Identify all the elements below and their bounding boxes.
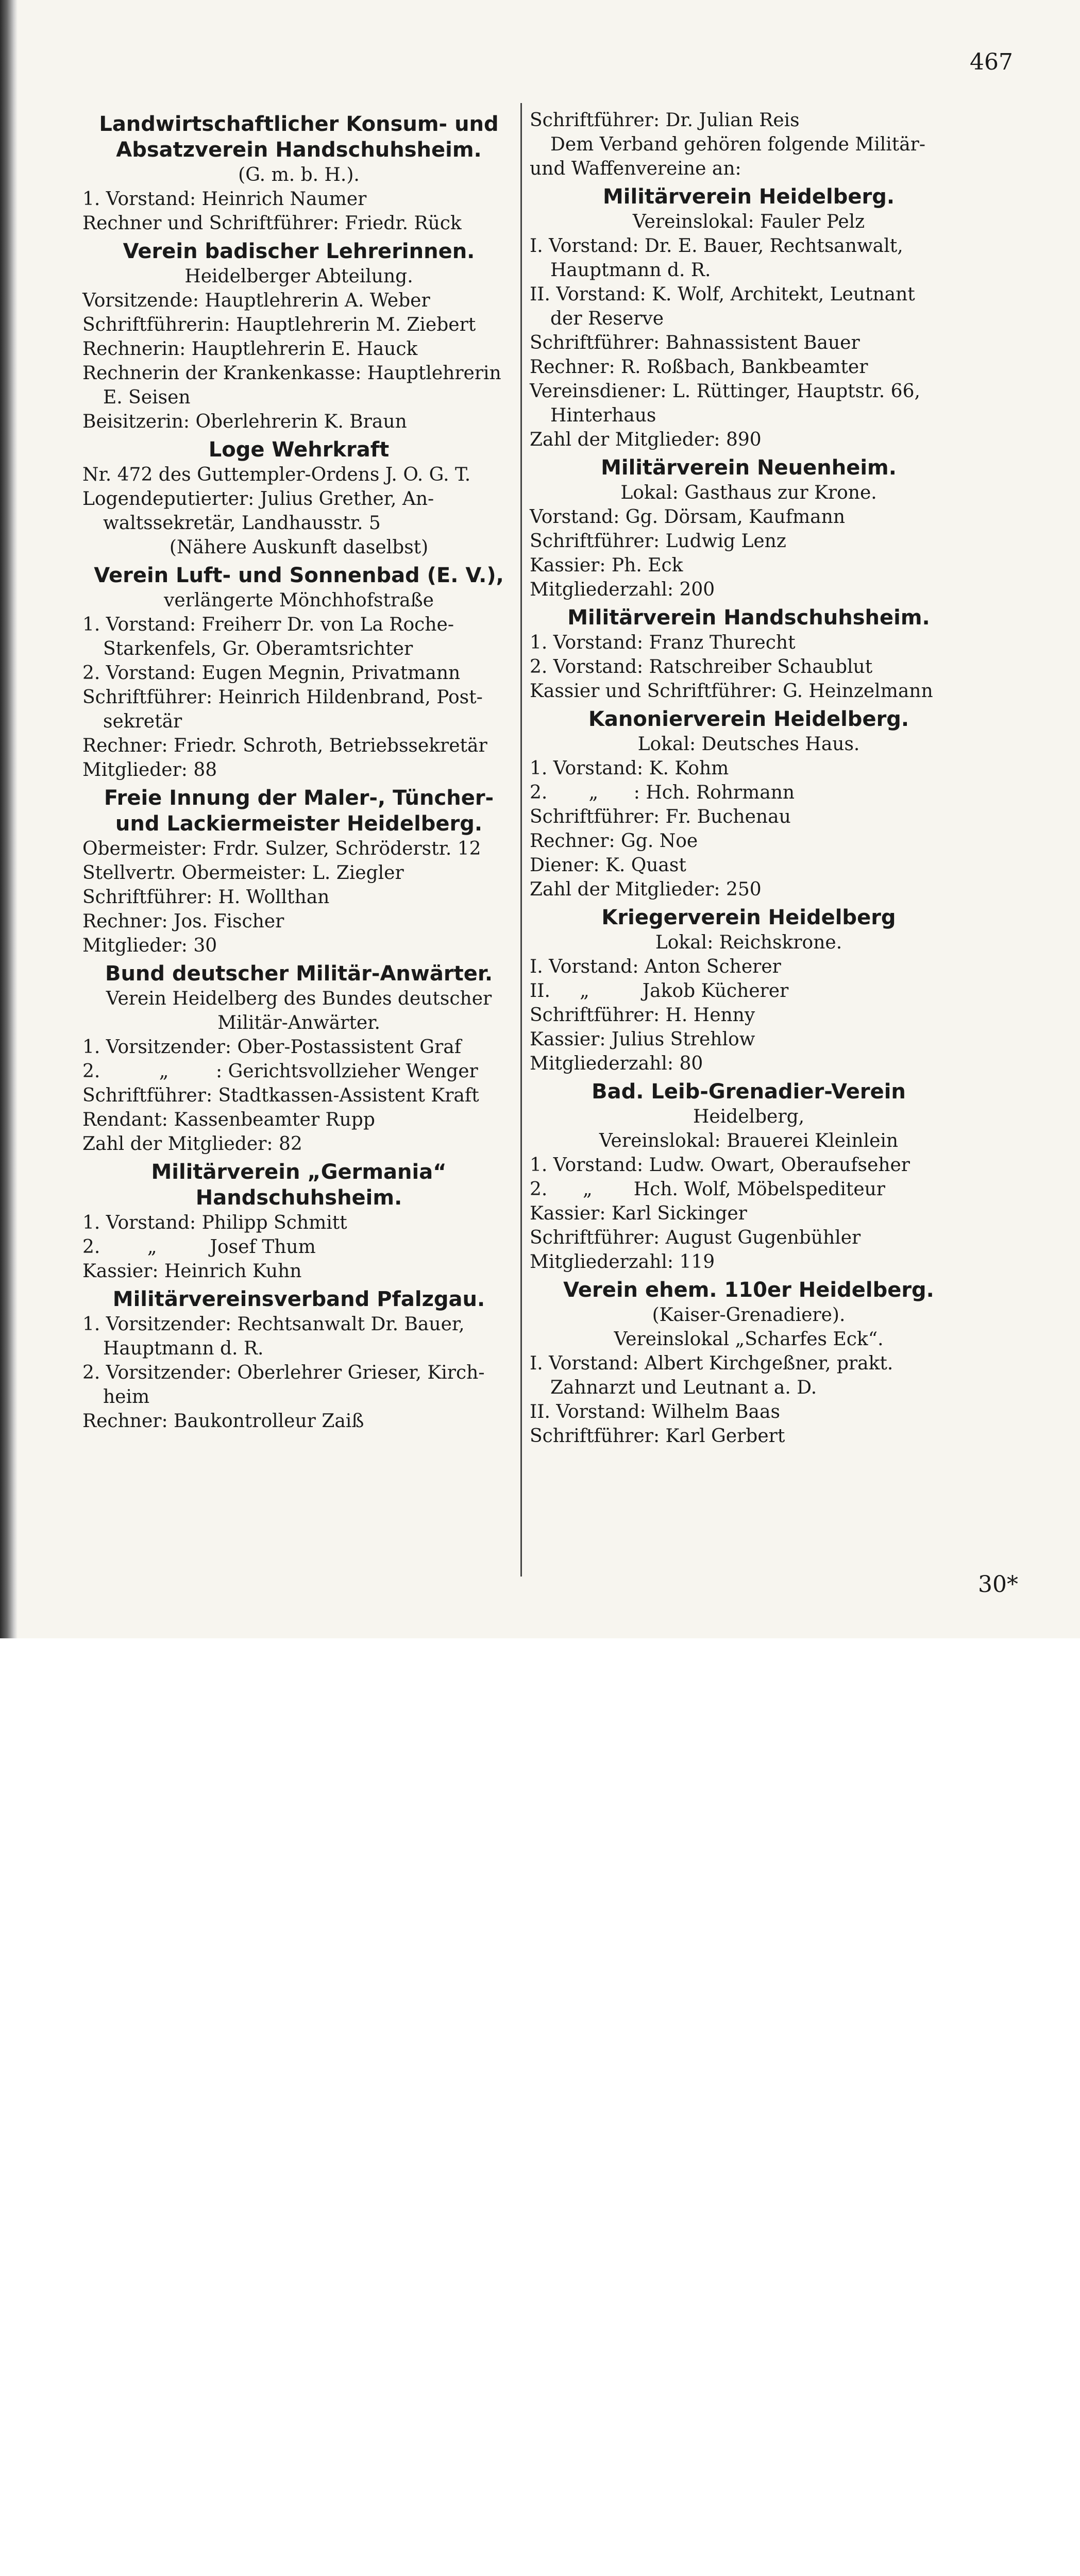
entry-line: Rechner: Baukontrolleur Zaiß: [82, 1411, 364, 1432]
entry-line: 2. „ : Gerichtsvollzieher Wenger: [82, 1061, 478, 1082]
entry-line: 2. „ : Hch. Rohrmann: [530, 782, 795, 803]
entry-line: Schriftführer: H. Henny: [530, 1005, 755, 1026]
section-heading: Verein Luft- und Sonnenbad (E. V.),: [94, 564, 504, 587]
entry-line: 1. Vorsitzender: Ober-Postassistent Graf: [82, 1037, 462, 1058]
entry-line: Vorsitzende: Hauptlehrerin A. Weber: [82, 290, 430, 311]
entry-line: Mitglieder: 30: [82, 935, 217, 956]
section-heading: Militärverein Handschuhsheim.: [567, 606, 930, 630]
entry-line: I. Vorstand: Anton Scherer: [530, 956, 781, 977]
entry-line: Mitglieder: 88: [82, 759, 217, 781]
entry-line: Kassier und Schriftführer: G. Heinzelmann: [530, 681, 933, 702]
entry-line: Kassier: Heinrich Kuhn: [82, 1261, 302, 1282]
section-subtitle: Verein Heidelberg des Bundes deutscher: [106, 988, 492, 1009]
section-heading: Verein badischer Lehrerinnen.: [123, 240, 475, 263]
entry-line: I. Vorstand: Albert Kirchgeßner, prakt.: [530, 1353, 893, 1374]
entry-line: II. Vorstand: Wilhelm Baas: [530, 1401, 780, 1422]
section-heading: Kanonierverein Heidelberg.: [588, 707, 909, 731]
entry-continuation: der Reserve: [550, 308, 664, 329]
entry-continuation: Hauptmann d. R.: [550, 260, 711, 281]
section-heading: Militärvereinsverband Pfalzgau.: [112, 1287, 485, 1311]
entry-line: Schriftführer: Dr. Julian Reis: [530, 110, 800, 131]
entry-continuation: Hauptmann d. R.: [103, 1338, 264, 1359]
entry-line: Rechner: Gg. Noe: [530, 831, 698, 852]
entry-line: Zahl der Mitglieder: 82: [82, 1133, 302, 1155]
entry-continuation: E. Seisen: [103, 387, 191, 408]
section-subtitle: (Kaiser-Grenadiere).: [652, 1304, 846, 1326]
entry-line: Stellvertr. Obermeister: L. Ziegler: [82, 862, 404, 884]
entry-line: 1. Vorsitzender: Rechtsanwalt Dr. Bauer,: [82, 1314, 465, 1335]
entry-line: 2. Vorstand: Ratschreiber Schaublut: [530, 656, 873, 677]
entry-line: 2. „ Hch. Wolf, Möbelspediteur: [530, 1179, 886, 1200]
page-number: 467: [970, 49, 1013, 75]
section-heading: Bund deutscher Militär-Anwärter.: [105, 962, 493, 986]
section-subtitle: Lokal: Gasthaus zur Krone.: [620, 482, 877, 503]
entry-continuation: heim: [103, 1386, 150, 1408]
section-heading: Militärverein „Germania“ Handschuhsheim.: [151, 1160, 447, 1210]
section-heading: Freie Innung der Maler-, Tüncher- und Lackiermeister Heidelberg.: [104, 786, 494, 836]
right-column: [530, 108, 968, 1448]
entry-line: Kassier: Julius Strehlow: [530, 1029, 755, 1050]
entry-line: Beisitzerin: Oberlehrerin K. Braun: [82, 411, 407, 432]
entry-line: Schriftführer: Heinrich Hildenbrand, Post-: [82, 687, 483, 708]
section-subtitle: Militär-Anwärter.: [217, 1012, 380, 1033]
entry-continuation: Hinterhaus: [550, 405, 656, 426]
entry-line: Mitgliederzahl: 80: [530, 1053, 703, 1074]
entry-line: 1. Vorstand: Philipp Schmitt: [82, 1212, 347, 1233]
section-subtitle: Lokal: Reichskrone.: [655, 932, 842, 953]
entry-line: Zahl der Mitglieder: 890: [530, 429, 762, 450]
entry-line: 2. Vorstand: Eugen Megnin, Privatmann: [82, 663, 461, 684]
entry-line: Rechner: R. Roßbach, Bankbeamter: [530, 357, 868, 378]
entry-line: 1. Vorstand: Heinrich Naumer: [82, 189, 367, 210]
left-column: [82, 108, 515, 1433]
section-subtitle: Heidelberger Abteilung.: [184, 266, 413, 287]
entry-line: Schriftführerin: Hauptlehrerin M. Ziebert: [82, 314, 476, 335]
entry-line: Diener: K. Quast: [530, 855, 686, 876]
entry-line: I. Vorstand: Dr. E. Bauer, Rechtsanwalt,: [530, 235, 903, 257]
entry-line: Schriftführer: August Gugenbühler: [530, 1227, 861, 1248]
entry-line: Zahl der Mitglieder: 250: [530, 879, 762, 900]
section-heading: Bad. Leib-Grenadier-Verein: [592, 1080, 906, 1104]
section-heading: Loge Wehrkraft: [208, 438, 390, 462]
book-binding-edge: [0, 0, 18, 1638]
entry-line: Schriftführer: Stadtkassen-Assistent Kraft: [82, 1085, 479, 1106]
entry-continuation: Zahnarzt und Leutnant a. D.: [550, 1377, 817, 1398]
entry-line: Schriftführer: Fr. Buchenau: [530, 806, 791, 827]
section-subtitle: verlängerte Mönchhofstraße: [163, 590, 434, 611]
entry-line: II. Vorstand: K. Wolf, Architekt, Leutnant: [530, 284, 915, 305]
section-subtitle: Lokal: Deutsches Haus.: [637, 734, 860, 755]
entry-line: Schriftführer: Karl Gerbert: [530, 1426, 785, 1447]
entry-line: Rechner: Friedr. Schroth, Betriebssekretär: [82, 735, 487, 756]
section-subtitle: Heidelberg,: [693, 1106, 805, 1127]
section-subtitle: Vereinslokal „Scharfes Eck“.: [614, 1329, 884, 1350]
entry-line: Vereinsdiener: L. Rüttinger, Hauptstr. 66,: [530, 381, 920, 402]
signature-mark: 30*: [978, 1571, 1018, 1598]
footer-bar: [0, 1638, 1080, 1729]
entry-line: Nr. 472 des Guttempler-Ordens J. O. G. T.: [82, 464, 471, 485]
entry-line: 2. „ Josef Thum: [82, 1236, 316, 1258]
entry-line: Schriftführer: Bahnassistent Bauer: [530, 332, 860, 353]
entry-line: Schriftführer: Ludwig Lenz: [530, 531, 786, 552]
entry-line: Rechner: Jos. Fischer: [82, 911, 284, 932]
entry-continuation: Dem Verband gehören folgende Militär-: [550, 134, 926, 155]
section-subtitle: (Nähere Auskunft daselbst): [169, 537, 429, 558]
section-subtitle: Vereinslokal: Brauerei Kleinlein: [599, 1130, 899, 1151]
entry-line: 1. Vorstand: K. Kohm: [530, 758, 729, 779]
entry-line: Vorstand: Gg. Dörsam, Kaufmann: [530, 506, 846, 528]
entry-continuation: waltssekretär, Landhausstr. 5: [103, 513, 381, 534]
entry-continuation: sekretär: [103, 711, 182, 732]
entry-line: 2. Vorsitzender: Oberlehrer Grieser, Kirch-: [82, 1362, 485, 1383]
entry-line: Logendeputierter: Julius Grether, An-: [82, 488, 434, 510]
entry-line: Kassier: Ph. Eck: [530, 555, 683, 576]
entry-line: 1. Vorstand: Ludw. Owart, Oberaufseher: [530, 1155, 910, 1176]
entry-line: Rendant: Kassenbeamter Rupp: [82, 1109, 375, 1130]
section-heading: Kriegerverein Heidelberg: [601, 906, 896, 929]
entry-line: Kassier: Karl Sickinger: [530, 1203, 747, 1224]
section-heading: Verein ehem. 110er Heidelberg.: [563, 1278, 934, 1302]
section-subtitle: Vereinslokal: Fauler Pelz: [632, 211, 865, 232]
entry-line: Mitgliederzahl: 200: [530, 579, 715, 600]
entry-line: Schriftführer: H. Wollthan: [82, 887, 330, 908]
entry-line: und Waffenvereine an:: [530, 158, 741, 179]
entry-line: Mitgliederzahl: 119: [530, 1251, 715, 1273]
section-subtitle: (G. m. b. H.).: [238, 164, 360, 185]
entry-line: Rechnerin: Hauptlehrerin E. Hauck: [82, 338, 418, 360]
entry-line: 1. Vorstand: Freiherr Dr. von La Roche-: [82, 614, 454, 635]
section-heading: Militärverein Neuenheim.: [601, 456, 897, 480]
entry-line: 1. Vorstand: Franz Thurecht: [530, 632, 796, 653]
entry-line: II. „ Jakob Kücherer: [530, 980, 789, 1002]
column-divider: [520, 103, 522, 1577]
entry-line: Obermeister: Frdr. Sulzer, Schröderstr. 12: [82, 838, 481, 859]
entry-line: Rechnerin der Krankenkasse: Hauptlehrerin: [82, 363, 501, 384]
section-heading: Militärverein Heidelberg.: [602, 185, 895, 209]
entry-continuation: Starkenfels, Gr. Oberamtsrichter: [103, 638, 413, 659]
entry-line: Rechner und Schriftführer: Friedr. Rück: [82, 213, 462, 234]
section-heading: Landwirtschaftlicher Konsum- und Absatzverein Handschuhsheim.: [99, 112, 499, 162]
